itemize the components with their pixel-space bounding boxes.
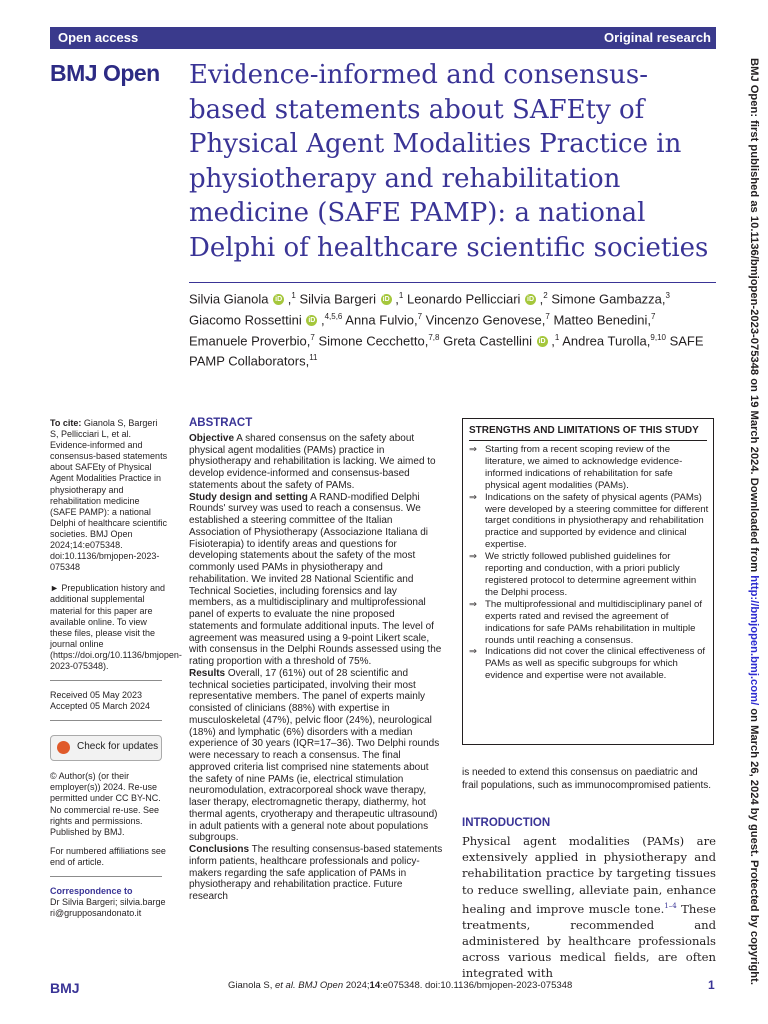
divider: [50, 680, 162, 681]
affiliation-number: 1: [398, 291, 404, 300]
cite-text: Gianola S, Bargeri S, Pellicciari L, et al. Evidence-informed and consensus-based statements about SAFEty of Physical Agent Modalities Practice in physiotherapy and rehabilitation medicine (SAFE PAMP): a national Delphi of healthcare scientific societies. BMJ Open 2024;14:e075348. doi:10.1136/bmjopen-2023-075348: [50, 418, 168, 573]
affiliation-number: 9,10: [650, 332, 666, 342]
design-text: A RAND-modified Delphi Rounds' survey was used to reach a consensus. We established a steering committee of the Italian Association of Physiotherapy (Associazione Italiana di Fisioterapia) to identify areas and questions for developing statements about the safety of the most commonly used PAMs in physiotherapy and rehabilitation. We invited 28 National Scientific and Technical Societies, including forensics and lay members, as a multidisciplinary and multiprofessional panel of experts to evaluate the nine proposed statements and formulate additional inputs. The level of agreement was measured using a 9-point Likert scale, with consensus in the Delphi Rounds assessed using the rating proportion with a threshold of 75%.: [189, 491, 442, 667]
author-name: Giacomo Rossettini: [189, 312, 302, 328]
check-for-updates-label: Check for updates: [77, 741, 159, 753]
reference-link[interactable]: 1–4: [664, 901, 677, 910]
arrow-icon: ⇒: [469, 491, 478, 503]
article-title: Evidence-informed and consensus-based statements about SAFEty of Physical Agent Modalities Practice in physiotherapy and rehabilitation medicine (SAFE PAMP): a national Delphi of healthcare scientific societies: [189, 60, 709, 263]
abstract: [189, 418, 444, 903]
author-name: Emanuele Proverbio: [189, 332, 307, 348]
author-name: Leonardo Pellicciari: [406, 291, 521, 307]
introduction-heading: INTRODUCTION: [462, 817, 551, 829]
header-bar: [50, 27, 716, 49]
orcid-icon[interactable]: iD: [538, 338, 546, 346]
correspondence-label: Correspondence to: [50, 886, 133, 896]
received-date: Received 05 May 2023: [50, 690, 143, 701]
author-name: Andrea Turolla: [562, 332, 647, 348]
list-item: ⇒ Starting from a recent scoping review of the literature, we aimed to acknowledge evidence-informed indications of rehabilitation for safe physical agent modalities (PAMs).: [469, 444, 683, 491]
affiliation-number: 1: [554, 332, 560, 342]
author-name: Simone Cecchetto: [318, 332, 425, 348]
design-label: Study design and setting: [189, 491, 308, 503]
orcid-icon[interactable]: iD: [382, 296, 390, 304]
list-item: ⇒ Indications on the safety of physical agents (PAMs) were developed by a steering committee for different target conditions in physiotherapy and rehabilitation practice and supported by evidence and clinical expertise.: [469, 491, 709, 551]
cite-block: [50, 418, 168, 573]
journal-url-link[interactable]: http://bmjopen.bmj.com/: [748, 575, 760, 706]
affiliation-number: 1: [291, 291, 296, 300]
affiliation-number: 7,8: [428, 332, 440, 342]
footer-citation: Gianola S, et al. BMJ Open 2024;14:e075348. doi:10.1136/bmjopen-2023-075348: [228, 980, 573, 991]
results-text: Overall, 17 (61%) out of 28 scientific and technical societies participated, involving their most representative members. The panel of experts mainly consisted of clinicians (88%) with expertise in musculoskeletal (47%), pelvic floor (24%), neurological (18%) and lymphatic (6%) disorders with a median experience of 30 years (IQR=17–36). Two Delphi rounds were necessary to reach a consensus. The final approved criteria list comprised nine statements about the safety of nine PAMs (ie, electrical stimulation neuromodulation, extracorporeal shock wave therapy, laser therapy, electromagnetic therapy, diathermy, hot thermal agents, cryotherapy and therapeutic ultrasound) in adult patients with a general note about populations subgroups.: [189, 667, 440, 844]
affiliation-number: 7: [310, 332, 315, 342]
affiliations-note: For numbered affiliations see end of article.: [50, 845, 166, 867]
conclusions-text: The resulting consensus-based statements inform patients, healthcare professionals and policy-makers regarding the safe application of PAMs in physiotherapy and rehabilitation practice. Future research: [189, 844, 443, 902]
strengths-box: [462, 418, 714, 745]
author-name: Silvia Gianola: [189, 291, 269, 307]
affiliation-number: 7: [417, 311, 423, 321]
list-item: ⇒ The multiprofessional and multidisciplinary panel of experts rated and revised the agreement of indications for safe PAMs rehabilitation in multiple rounds until reaching a consensus.: [469, 598, 703, 646]
author-name: Vincenzo Genovese: [425, 312, 542, 328]
list-item: ⇒ We strictly followed published guidelines for reporting and conduction, with a priori publicly registered protocol to determine agreement within the Delphi process.: [469, 551, 697, 598]
arrow-icon: ⇒: [469, 646, 478, 658]
side-download-note: BMJ Open: first published as 10.1136/bmjopen-2023-075348 on 19 March 2024. Downloaded from http://bmjopen.bmj.com/ on March 26, 2024 by guest. Protected by copyright.: [748, 58, 760, 985]
objective-label: Objective: [189, 432, 235, 444]
strengths-divider: [469, 440, 707, 441]
strengths-list: [469, 444, 709, 682]
prepub-note[interactable]: ► Prepublication history and additional supplemental material for this paper are available online. To view these files, please visit the journal online (https://doi.org/10.1136/bmjopen-2023-075348).: [50, 583, 182, 671]
affiliation-number: 2: [543, 291, 548, 300]
author-name: Greta Castellini: [443, 332, 532, 348]
journal-logo: BMJ Open: [50, 60, 160, 86]
author-name: SAFE PAMP Collaborators: [189, 332, 704, 369]
divider: [50, 720, 162, 721]
page-number: 1: [708, 978, 715, 992]
arrow-icon: ⇒: [469, 598, 478, 610]
introduction-text: Physical agent modalities (PAMs) are extensively applied in physiotherapy and rehabilitation practice by targeting tissues to reduce swelling, alleviate pain, enhance healing and improve muscle tone.$^{1-4}$ These treatments, recommended and administered by healthcare professionals across various medical fields, are often integrated with: [462, 834, 716, 981]
title-divider: [189, 282, 716, 283]
correspondence-details[interactable]: Dr Silvia Bargeri; silvia.bargeri@grupposandonato.it: [50, 897, 166, 919]
open-access-label: Open access: [58, 30, 139, 45]
author-name: Anna Fulvio: [345, 312, 414, 328]
copyright-notice: © Author(s) (or their employer(s)) 2024. Re-use permitted under CC BY-NC. No commercial re-use. See rights and permissions. Published by BMJ.: [50, 771, 161, 837]
affiliation-number: 3: [665, 291, 670, 300]
article-type-label: Original research: [604, 30, 711, 45]
strengths-heading: STRENGTHS AND LIMITATIONS OF THIS STUDY: [469, 425, 699, 436]
arrow-icon: ⇒: [469, 444, 478, 455]
author-list: Silvia Gianola iD ,$^1$ Silvia Bargeri iD ,$^1$ Leonardo Pellicciari iD ,$^2$ Simone Gambazza,$^3$ Giacomo Rossettini iD ,$^{4,5,6}$ Anna Fulvio,$^7$ Vincenzo Genovese,$^7$ Matteo Benedini,$^7$ Emanuele Proverbio,$^7$ Simone Cecchetto,$^{7,8}$ Greta Castellini iD ,$^1$ Andrea Turolla,$^{9,10}$ SAFE PAMP Collaborators,$^{11}$: [189, 291, 704, 369]
author-name: Simone Gambazza: [551, 291, 662, 307]
divider: [50, 876, 162, 877]
sidebar: [50, 418, 182, 919]
abstract-heading: ABSTRACT: [189, 417, 253, 429]
affiliation-number: 7: [651, 311, 656, 321]
affiliation-number: 4,5,6: [324, 311, 343, 321]
orcid-icon[interactable]: iD: [527, 296, 535, 304]
author-name: Silvia Bargeri: [299, 291, 377, 307]
abstract-continued: is needed to extend this consensus on paediatric and frail populations, such as immunocompromised patients.: [462, 767, 712, 791]
objective-text: A shared consensus on the safety about physical agent modalities (PAMs) practice in physiotherapy and rehabilitation is lacking. We aimed to develop evidence-informed and consensus-based statements about the safety of PAMs.: [189, 432, 436, 491]
conclusions-label: Conclusions: [189, 844, 250, 855]
cite-label: To cite:: [50, 418, 82, 428]
list-item: ⇒ Indications did not cover the clinical effectiveness of PAMs as well as specific subgroups for which evidence and expertise were not available.: [469, 646, 706, 682]
crossmark-icon: [57, 741, 70, 754]
affiliation-number: 7: [545, 311, 550, 321]
check-for-updates-button[interactable]: [50, 735, 162, 761]
affiliation-number: 11: [309, 353, 318, 363]
arrow-icon: ⇒: [469, 551, 478, 563]
accepted-date: Accepted 05 March 2024: [50, 701, 151, 712]
orcid-icon[interactable]: iD: [308, 317, 316, 325]
orcid-icon[interactable]: iD: [275, 296, 283, 304]
bmj-footer-logo: BMJ: [50, 980, 80, 996]
results-label: Results: [189, 667, 226, 679]
author-name: Matteo Benedini: [553, 312, 648, 328]
